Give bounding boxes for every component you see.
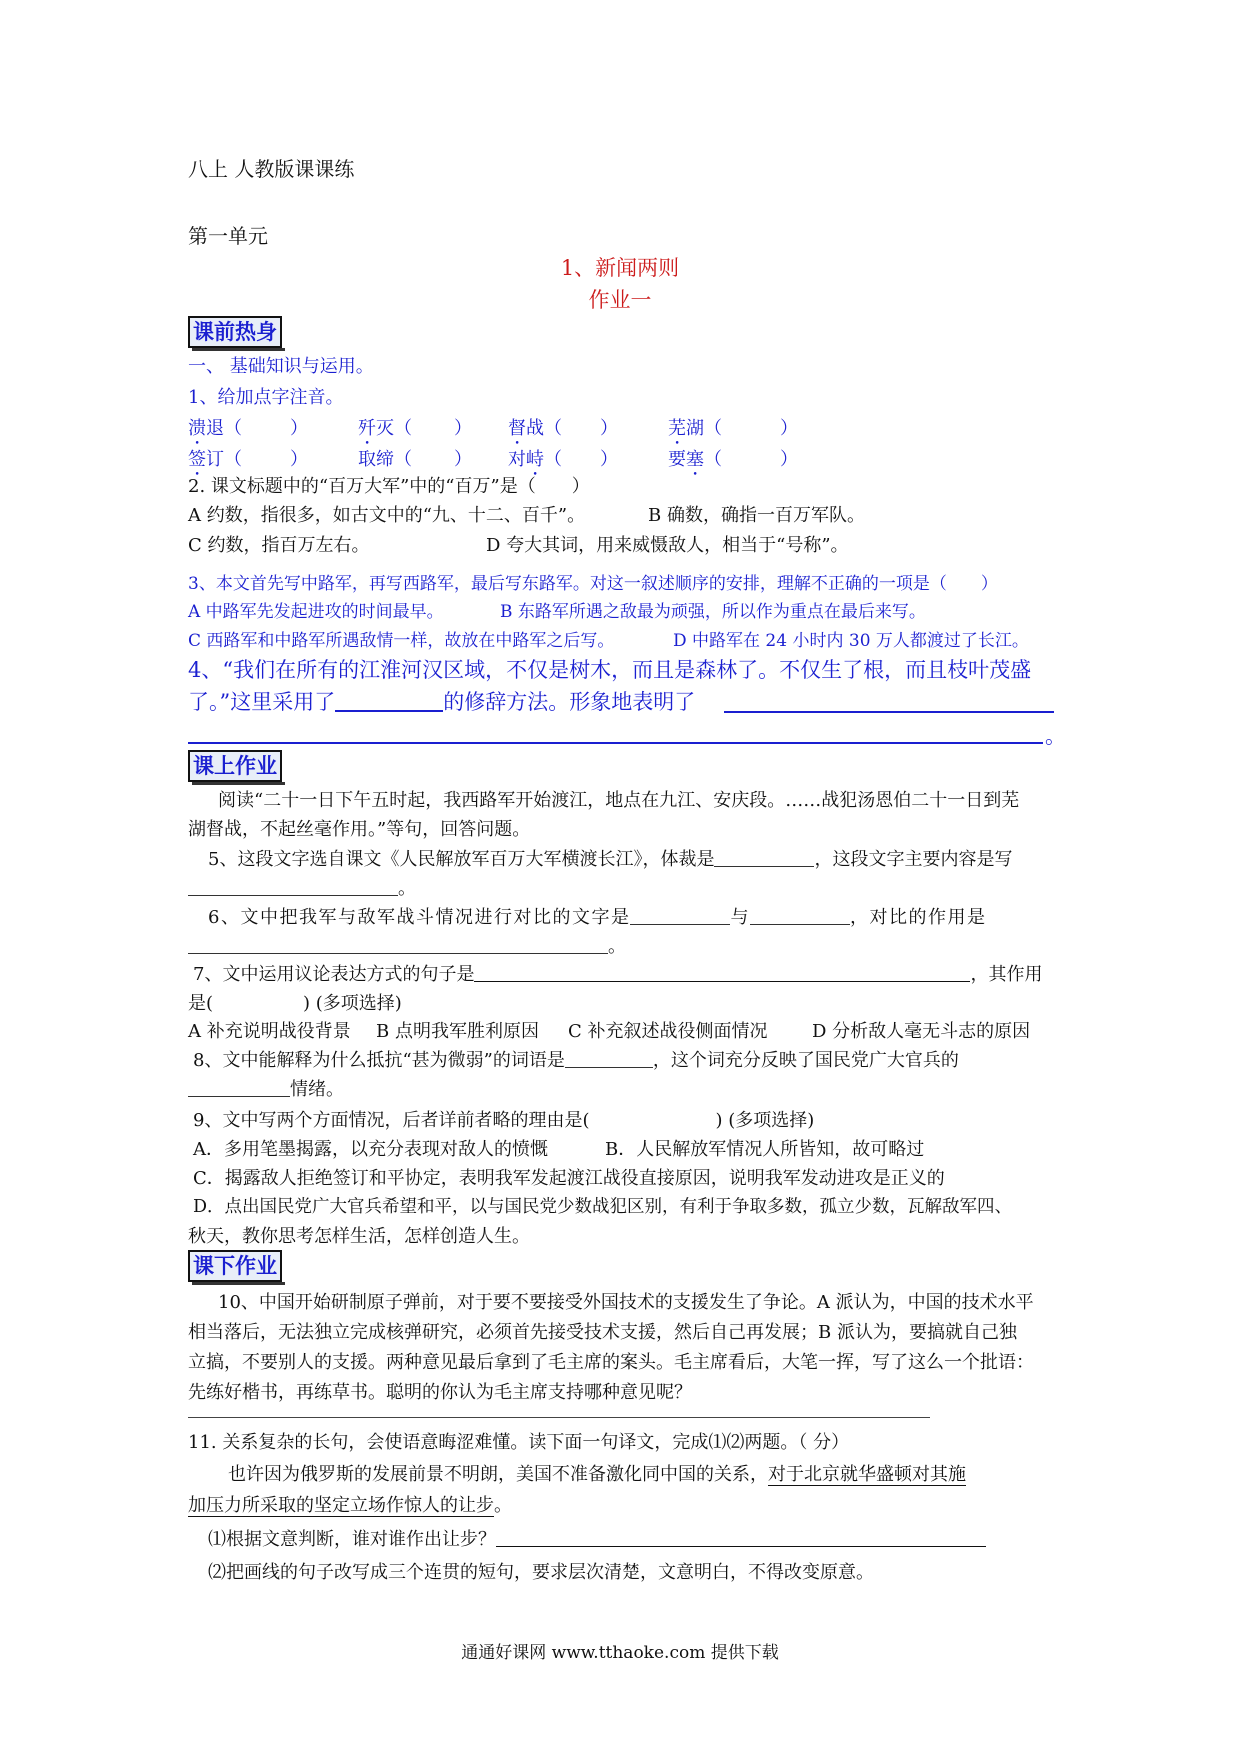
pinyin-item-8: 要塞（ ） [668, 449, 798, 470]
q7-option-d: D 分析敌人毫无斗志的原因 [812, 1021, 1031, 1042]
q6-blank-2[interactable] [750, 908, 850, 925]
q6-line-1: 6、文中把我军与敌军战斗情况进行对比的文字是 与 ，对比的作用是 [208, 907, 987, 928]
q4-blank-2[interactable] [724, 711, 1054, 713]
q10-line-2: 相当落后，无法独立完成核弹研究，必须首先接受技术支援，然后自己再发展；B 派认为，要搞就自己独 [188, 1322, 1017, 1343]
pinyin-item-1: 溃退（ ） [188, 418, 308, 439]
reading-intro-2: 湖督战，不起丝毫作用。”等句，回答问题。 [188, 819, 531, 840]
q4-line-1: 4、“我们在所有的江淮河汉区域，不仅是树木，而且是森林了。不仅生了根，而且枝叶茂盛 [188, 658, 1032, 682]
q3-option-d: D 中路军在 24 小时内 30 万人都渡过了长江。 [673, 631, 1029, 651]
pinyin-item-3: 督战（ ） [508, 418, 618, 439]
q11-stem: 11. 关系复杂的长句，会使语意晦涩难懂。读下面一句译文，完成⑴⑵两题。（ 分） [188, 1432, 850, 1453]
q11-passage-2: 加压力所采取的坚定立场作惊人的让步。 [188, 1495, 512, 1516]
q5-blank-1[interactable] [714, 850, 814, 867]
pinyin-item-5: 签订（ ） [188, 449, 308, 470]
q4-end: 。 [1045, 724, 1066, 748]
q11-passage-1: 也许因为俄罗斯的发展前景不明朗，美国不准备激化同中国的关系，对于北京就华盛顿对其施 [228, 1464, 966, 1485]
unit-title: 第一单元 [188, 224, 268, 248]
q9-option-b: B．人民解放军情况人所皆知，故可略过 [605, 1139, 925, 1160]
q8-line-1: 8、文中能解释为什么抵抗“甚为微弱”的词语是 ，这个词充分反映了国民党广大官兵的 [193, 1050, 959, 1071]
q7-option-c: C 补充叙述战役侧面情况 [568, 1021, 768, 1042]
q8-blank-2[interactable] [188, 1080, 290, 1097]
pinyin-item-6: 取缔（ ） [358, 449, 472, 470]
q2-option-a: A 约数，指很多，如古文中的“九、十二、百千”。 [188, 505, 586, 526]
q3-stem: 3、本文首先写中路军，再写西路军，最后写东路军。对这一叙述顺序的安排，理解不正确的一项是（ ） [188, 574, 998, 594]
q4-blank-3[interactable] [188, 742, 1043, 744]
q2-stem: 2. 课文标题中的“百万大军”中的“百万”是（ ） [188, 476, 590, 497]
q6-blank-1[interactable] [630, 908, 730, 925]
q9-stem: 9、文中写两个方面情况，后者详前者略的理由是( ) (多项选择) [193, 1110, 815, 1131]
part1-heading: 一、 基础知识与运用。 [188, 356, 374, 377]
q6-blank-3[interactable] [188, 937, 608, 954]
q3-option-b: B 东路军所遇之敌最为顽强，所以作为重点在最后来写。 [500, 602, 926, 622]
q10-line-3: 立搞，不要别人的支援。两种意见最后拿到了毛主席的案头。毛主席看后，大笔一挥，写了这么一个批语： [188, 1352, 1034, 1373]
q7-line-2: 是( ) (多项选择) [188, 993, 402, 1014]
q2-option-d: D 夸大其词，用来威慑敌人，相当于“号称”。 [486, 535, 849, 556]
q9-option-c: C．揭露敌人拒绝签订和平协定，表明我军发起渡江战役直接原因，说明我军发动进攻是正义的 [193, 1168, 945, 1189]
q4-blank-1[interactable] [335, 688, 443, 712]
reading-intro-1: 阅读“二十一日下午五时起，我西路军开始渡江，地点在九江、安庆段。……战犯汤恩伯二十一日到芜 [218, 790, 1020, 811]
section-after-class: 课下作业 [188, 1250, 282, 1282]
section-warmup: 课前热身 [188, 316, 282, 348]
q5-line-1: 5、这段文字选自课文《人民解放军百万大军横渡长江》，体裁是 ，这段文字主要内容是写 [208, 849, 1013, 870]
q3-option-a: A 中路军先发起进攻的时间最早。 [188, 602, 444, 622]
q2-option-b: B 确数，确指一百万军队。 [648, 505, 865, 526]
q8-line-2: 情绪。 [188, 1075, 344, 1101]
q11-underlined-1: 对于北京就华盛顿对其施 [768, 1464, 966, 1485]
q9-option-d-1: D．点出国民党广大官兵希望和平，以与国民党少数战犯区别，有利于争取多数，孤立少数，瓦解敌军四、 [193, 1197, 1013, 1217]
q3-option-c: C 西路军和中路军所遇敌情一样，故放在中路军之后写。 [188, 631, 615, 651]
q7-option-a: A 补充说明战役背景 [188, 1021, 351, 1042]
q1-stem: 1、给加点字注音。 [188, 387, 344, 408]
q2-option-c: C 约数，指百万左右。 [188, 535, 370, 556]
q10-line-4: 先练好楷书，再练草书。聪明的你认为毛主席支持哪种意见呢？ [188, 1382, 692, 1403]
section-in-class: 课上作业 [188, 750, 282, 782]
q7-option-b: B 点明我军胜利原因 [376, 1021, 539, 1042]
document-title: 八上 人教版课课练 [188, 157, 355, 181]
q11-underlined-2: 加压力所采取的坚定立场作惊人的让步 [188, 1495, 494, 1516]
q10-answer-line[interactable] [188, 1417, 930, 1418]
q6-line-2: 。 [188, 932, 626, 958]
q5-blank-2[interactable] [188, 879, 398, 896]
pinyin-item-2: 歼灭（ ） [358, 418, 472, 439]
q10-line-1: 10、中国开始研制原子弹前，对于要不要接受外国技术的支援发生了争论。A 派认为，中国的技术水平 [218, 1292, 1034, 1313]
pinyin-item-7: 对峙（ ） [508, 449, 618, 470]
q7-blank[interactable] [474, 963, 970, 982]
q7-line-1: 7、文中运用议论表达方式的句子是 ，其作用 [193, 964, 1043, 985]
q5-line-2: 。 [188, 874, 416, 900]
page-footer: 通通好课网 www.tthaoke.com 提供下载 [461, 1643, 779, 1663]
pinyin-item-4: 芜湖（ ） [668, 418, 798, 439]
q4-line-2: 了。”这里采用了 的修辞方法。形象地表明了 [188, 690, 696, 714]
q9-option-d-2: 秋天，教你思考怎样生活，怎样创造人生。 [188, 1226, 530, 1247]
q11-sub-2: ⑵把画线的句子改写成三个连贯的短句，要求层次清楚，文意明白，不得改变原意。 [208, 1562, 874, 1583]
q11-sub-1: ⑴根据文意判断，谁对谁作出让步？ [208, 1525, 986, 1551]
q8-blank-1[interactable] [565, 1051, 653, 1068]
q11-sub-1-blank[interactable] [496, 1528, 986, 1547]
q9-option-a: A．多用笔墨揭露，以充分表现对敌人的愤慨 [193, 1139, 548, 1160]
homework-title: 作业一 [588, 288, 652, 312]
lesson-title: 1、新闻两则 [560, 256, 680, 280]
